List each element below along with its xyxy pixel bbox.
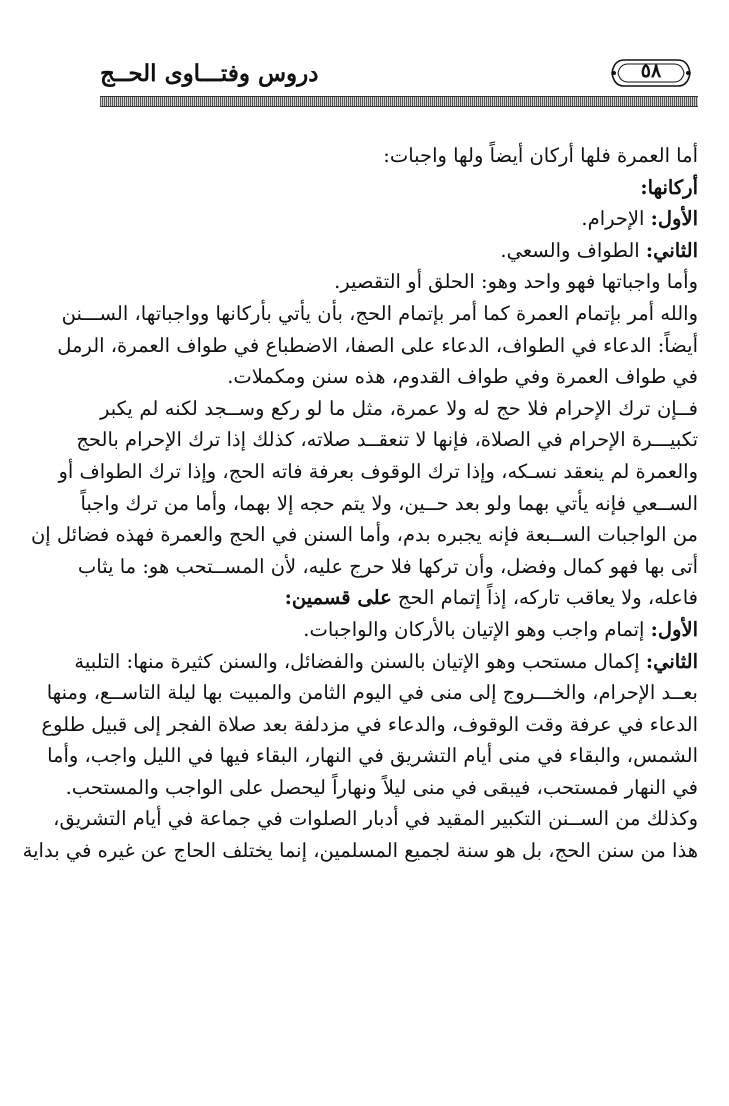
text-line [100,140,698,172]
line-text: فــإن ترك الإحرام فلا حج له ولا عمرة، مثل ما لو ركع وســجد لكنه لم يكبر [100,396,698,420]
line-text: والعمرة لم ينعقد نسـكه، وإذا ترك الوقوف بعرفة فاته الحج، وإذا ترك الطواف أو [58,459,698,483]
text-line [61,298,698,330]
text-line [76,424,698,456]
line-text: أما العمرة فلها أركان أيضاً ولها واجبات: [383,144,698,167]
header-rule [100,96,698,107]
line-text: وأما واجباتها فهو واحد وهو: الحلق أو التقصير. [334,270,698,294]
running-title: دروس وفتـــاوى الحــج [100,60,319,87]
section-label: الثاني: [645,238,698,262]
text-line [30,519,698,551]
line-text: في النهار فمستحب، فيبقى في منى ليلاً ونهاراً ليحصل على الواجب والمستحب. [65,775,698,799]
line-text: الدعاء في عرفة وقت الوقوف، والدعاء في مزدلفة بعد صلاة الفجر إلى قبيل طلوع [41,712,698,736]
text-line [53,803,698,835]
emphasis-text: على قسمين: [284,586,392,610]
text-line [100,361,698,393]
line-text: والله أمر بإتمام العمرة كما أمر بإتمام الحج، بأن يأتي بأركانها وواجباتها، الســـنن [61,301,698,325]
text-line [65,772,698,804]
section-label: أركانها: [640,175,698,199]
line-text: تكبيـــرة الإحرام في الصلاة، فإنها لا تنعقــد صلاته، كذلك إذا ترك الإحرام بالحج [76,428,698,452]
line-text: وكذلك من الســنن التكبير المقيد في أدبار الصلوات في جماعة في أيام التشريق، [53,807,698,831]
line-text: فاعله، ولا يعاقب تاركه، إذاً إتمام الحج [391,586,698,610]
line-text: الطواف والسعي. [500,238,646,262]
section-label: الثاني: [645,649,698,673]
line-text: الشمس، والبقاء في منى أيام التشريق في النهار، البقاء فيها في الليل واجب، وأما [47,744,698,768]
text-line [77,551,698,583]
text-line [80,488,698,520]
page-number: ٥٨ [640,60,662,82]
text-line [46,677,698,709]
text-line [57,330,698,362]
line-text: هذا من سنن الحج، بل هو سنة لجميع المسلمين، إنما يختلف الحاج عن غيره في بداية [22,839,698,863]
text-line [100,614,698,646]
text-line [58,456,698,488]
text-line [100,235,698,267]
line-text: في طواف العمرة وفي طواف القدوم، هذه سنن ومكملات. [227,365,698,389]
line-text: أتى بها فهو كمال وفضل، وأن تركها فلا حرج عليه، لأن المســتحب هو: ما يثاب [77,554,698,578]
page-header [100,58,698,94]
text-line [100,582,698,614]
text-line [41,709,698,741]
text-line [100,172,698,204]
line-text: بعــد الإحرام، والخـــروج إلى منى في اليوم الثامن والمبيت بها ليلة التاســع، ومنها [46,681,698,705]
text-line [100,393,698,425]
line-text: إتمام واجب وهو الإتيان بالأركان والواجبات. [303,617,651,641]
text-line [74,646,698,678]
section-label: الأول: [650,207,698,231]
text-line [22,835,698,867]
line-text: من الواجبات الســبعة فإنه يجبره بدم، وأما السنن في الحج والعمرة فهذه فضائل إن [30,523,698,547]
text-line [47,740,698,772]
line-text: الإحرام. [581,207,651,231]
body-text [22,140,698,867]
section-label: الأول: [650,617,698,641]
text-line [100,203,698,235]
line-text: إكمال مستحب وهو الإتيان بالسنن والفضائل، والسنن كثيرة منها: التلبية [74,649,646,673]
text-line [100,266,698,298]
line-text: الســعي فإنه يأتي بهما ولو بعد حــين، ولا يتم حجه إلا بهما، وأما من ترك واجباً [80,491,698,515]
line-text: أيضاً: الدعاء في الطواف، الدعاء على الصفا، الاضطباع في طواف العمرة، الرمل [57,333,698,357]
page-number-badge [610,58,692,88]
